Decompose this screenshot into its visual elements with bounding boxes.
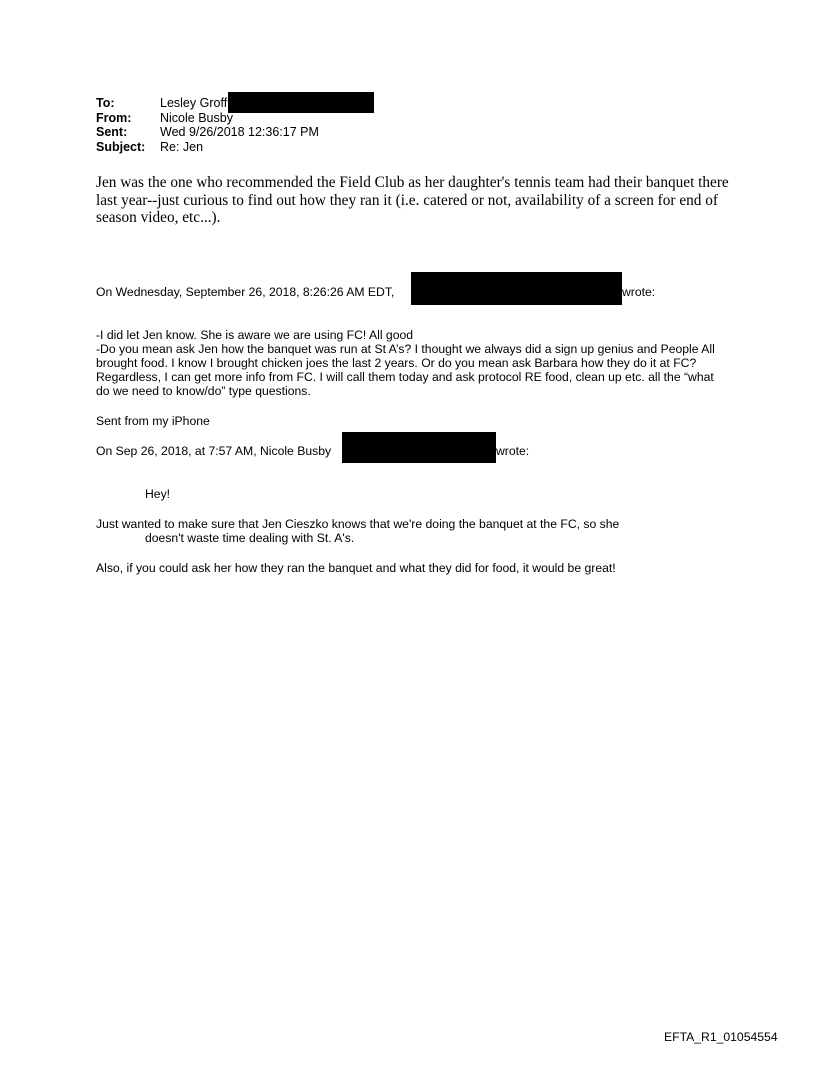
redaction-box (342, 432, 496, 463)
paragraph-1-line-2: doesn't waste time dealing with St. A's. (145, 531, 355, 545)
paragraph-1-line-1: Just wanted to make sure that Jen Cieszko knows that we're doing the banquet at the FC, so she (96, 517, 620, 531)
quote1-intro: On Wednesday, September 26, 2018, 8:26:26 AM EDT, (96, 285, 395, 299)
sent-value: Wed 9/26/2018 12:36:17 PM (160, 125, 319, 139)
from-value: Nicole Busby (160, 110, 233, 125)
subject-row (96, 140, 374, 155)
to-value: Lesley Groff (160, 96, 228, 110)
quote1-reply (96, 328, 726, 398)
sent-row (96, 125, 374, 140)
quote2-paragraph-2: Also, if you could ask her how they ran the banquet and what they did for food, it would be great! (96, 561, 616, 575)
greeting: Hey! (145, 487, 171, 501)
subject-label: Subject: (96, 139, 146, 154)
to-row (96, 96, 374, 111)
email-header (96, 96, 374, 154)
message-body: Jen was the one who recommended the Field Club as her daughter's tennis team had their banquet there last year--just curious to find out how they ran it (i.e. catered or not, availability of a screen for end of season video, etc...). (96, 174, 729, 226)
signature: Sent from my iPhone (96, 414, 210, 428)
reply-line-2: -Do you mean ask Jen how the banquet was run at St A’s? I thought we always did a sign up genius and People All brought food. I know I brought chicken joes the last 2 years. Or do you mean ask Barbara how they do it at FC? Regardless, I can get more info from FC. I will call them today and ask protocol RE food, clean up etc. all the “what do we need to know/do” type questions. (96, 342, 715, 398)
quote2-intro: On Sep 26, 2018, at 7:57 AM, Nicole Busby (96, 444, 332, 458)
quote2-paragraph-1 (96, 517, 619, 545)
from-label: From: (96, 110, 132, 125)
sent-label: Sent: (96, 125, 128, 139)
redaction-box (228, 92, 374, 113)
reply-line-1: -I did let Jen know. She is aware we are using FC! All good (96, 328, 414, 342)
to-label: To: (96, 96, 115, 110)
redaction-box (411, 272, 622, 305)
bates-number: EFTA_R1_01054554 (664, 1030, 778, 1044)
subject-value: Re: Jen (160, 139, 204, 154)
quote1-wrote: wrote: (622, 285, 656, 299)
quote2-wrote: wrote: (496, 444, 530, 458)
